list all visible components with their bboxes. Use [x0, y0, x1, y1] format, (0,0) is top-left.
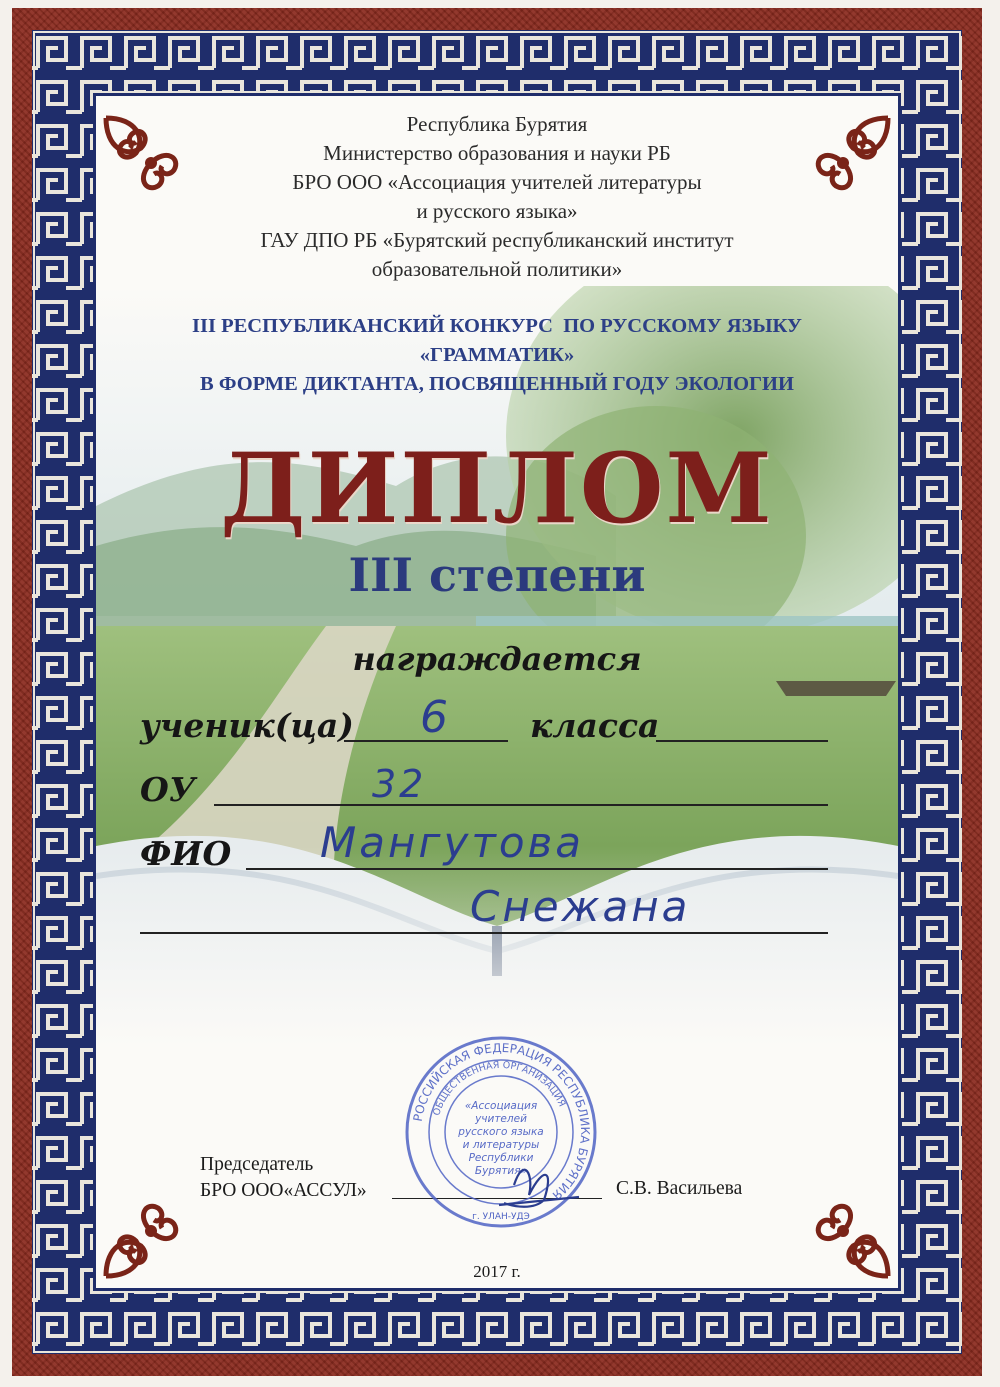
awarded-label: награждается: [352, 640, 642, 678]
name-label: ФИО: [140, 834, 232, 873]
chair-role-line-2: БРО ООО«АССУЛ»: [200, 1180, 367, 1201]
year-label: 2017 г.: [473, 1262, 521, 1281]
student-label: ученик(ца): [140, 706, 354, 745]
contest-line-2: «ГРАММАТИК»: [419, 344, 575, 366]
chair-role-line-1: Председатель: [200, 1154, 314, 1175]
grade-value: 6: [420, 692, 451, 743]
stamp-ring-text: ОБЩЕСТВЕННАЯ ОРГАНИЗАЦИЯ: [431, 1059, 568, 1118]
contest-line-1: III РЕСПУБЛИКАНСКИЙ КОНКУРС ПО РУССКОМУ ЯЗЫКУ: [192, 315, 802, 337]
issuer-line-3: БРО ООО «Ассоциация учителей литературы: [292, 170, 702, 194]
diploma-degree: III степени: [348, 548, 646, 602]
issuer-line-5: ГАУ ДПО РБ «Бурятский республиканский институт: [260, 228, 734, 252]
stamp-bottom-text: г. УЛАН-УДЭ: [472, 1212, 530, 1222]
issuer-line-4: и русского языка»: [416, 199, 578, 223]
signer-name: С.В. Васильева: [616, 1178, 743, 1199]
contest-title: [96, 312, 898, 399]
stamp-center-line-2: учителей: [475, 1113, 527, 1125]
diploma-title: ДИПЛОМ: [220, 432, 774, 545]
class-label: класса: [530, 706, 660, 745]
issuer-header: [96, 110, 898, 284]
contest-line-3: В ФОРМЕ ДИКТАНТА, ПОСВЯЩЕННЫЙ ГОДУ ЭКОЛОГИИ: [200, 373, 794, 395]
issuer-line-2: Министерство образования и науки РБ: [323, 141, 671, 165]
surname-line: [246, 868, 828, 870]
surname-value: Мангутова: [320, 818, 585, 867]
stamp-center-line-6: Бурятия»: [474, 1165, 528, 1177]
stamp-center-line-1: «Ассоциация: [464, 1100, 538, 1112]
firstname-line: [140, 932, 828, 934]
school-value: 32: [372, 762, 427, 806]
chair-block: [200, 1152, 367, 1204]
organization-stamp: [404, 1035, 598, 1229]
school-line: [214, 804, 828, 806]
school-label: ОУ: [140, 770, 196, 809]
class-extra-line: [656, 740, 828, 742]
issuer-line-1: Республика Бурятия: [406, 112, 588, 136]
issuer-line-6: образовательной политики»: [371, 257, 623, 281]
stamp-center-line-3: русского языка: [458, 1126, 544, 1138]
stamp-center-line-5: Республики: [468, 1152, 534, 1164]
stamp-center-line-4: и литературы: [462, 1139, 540, 1151]
firstname-value: Снежана: [470, 882, 691, 931]
stamp-outer-text: РОССИЙСКАЯ ФЕДЕРАЦИЯ РЕСПУБЛИКА БУРЯТИЯ: [410, 1040, 593, 1203]
